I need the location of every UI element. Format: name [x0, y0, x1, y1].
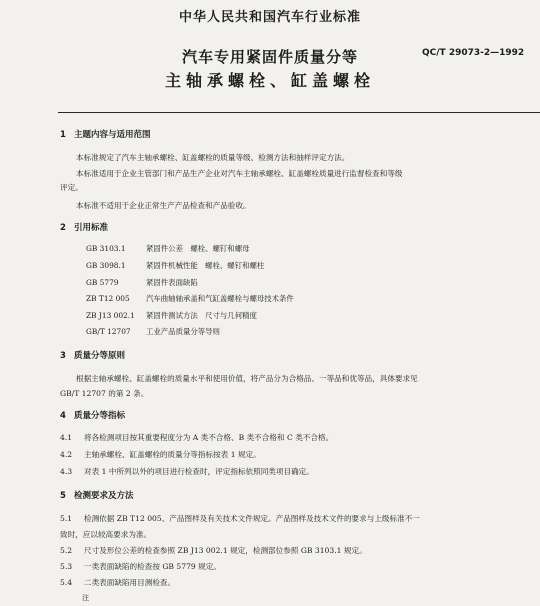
section-2-heading: [60, 221, 108, 233]
section-5-heading: [60, 489, 134, 501]
note-label: 注: [82, 594, 89, 602]
section-title: 检测要求及方法: [74, 491, 134, 501]
section-title: 质量分等指标: [74, 411, 126, 421]
clause-item: [60, 545, 367, 556]
section-number: 4: [60, 411, 66, 421]
clause-number: 4.3: [60, 467, 73, 476]
clause-item: [60, 449, 261, 460]
reference-item: [86, 243, 249, 254]
reference-item: [86, 260, 264, 271]
clause-number: 5.2: [60, 546, 73, 555]
reference-title: 紧固件公差 螺栓、螺钉和螺母: [146, 244, 250, 253]
section-3-heading: [60, 349, 125, 361]
reference-item: [86, 277, 198, 288]
reference-title: 紧固件机械性能 螺栓、螺钉和螺柱: [146, 261, 265, 270]
reference-code: GB/T 12707: [86, 327, 131, 336]
clause-text: 主轴承螺栓、缸盖螺栓的质量分等指标按表 1 规定。: [84, 450, 261, 459]
section-number: 5: [60, 491, 66, 501]
clause-text: 二类表面缺陷用目测检查。: [84, 578, 176, 587]
clause-item: [60, 577, 175, 588]
paragraph: 本标准规定了汽车主轴承螺栓、缸盖螺栓的质量等级、检测方法和抽样评定方法。: [76, 153, 350, 162]
org-title: 中华人民共和国汽车行业标准: [178, 10, 361, 25]
clause-number: 5.1: [60, 514, 73, 523]
clause-text: 对表 1 中所列以外的项目进行检查时，评定指标依照同类项目确定。: [84, 467, 314, 476]
clause-number: 4.2: [60, 450, 73, 459]
reference-code: GB 5779: [86, 278, 119, 287]
section-title: 引用标准: [74, 223, 109, 233]
reference-code: GB 3098.1: [86, 261, 126, 270]
reference-code: ZB J13 002.1: [86, 311, 135, 320]
section-1-heading: [60, 128, 151, 140]
document-subtitle: 主轴承螺栓、缸盖螺栓: [164, 71, 375, 90]
clause-text: 将各检测项目按其重要程度分为 A 类不合格、B 类不合格和 C 类不合格。: [84, 433, 334, 442]
section-number: 3: [60, 351, 66, 361]
clause-number: 4.1: [60, 433, 73, 442]
clause-text: 检测依据 ZB T12 005、产品图样及有关技术文件规定。产品图样及技术文件的要求与上级标准不一: [84, 514, 420, 523]
section-title: 质量分等原则: [74, 351, 126, 361]
paragraph: 本标准适用于企业主管部门和产品生产企业对汽车主轴承螺栓、缸盖螺栓质量进行监督检查和等级: [76, 169, 403, 178]
reference-item: [86, 310, 257, 321]
reference-title: 紧固件测试方法 尺寸与几何精度: [146, 311, 257, 320]
clause-item: [60, 432, 333, 443]
section-4-heading: [60, 409, 125, 421]
paragraph: 本标准不适用于企业正常生产产品检查和产品验收。: [76, 201, 251, 210]
paragraph: 致时，应以较高要求为准。: [60, 530, 152, 539]
reference-item: [86, 293, 294, 304]
paragraph: 根据主轴承螺栓、缸盖螺栓的质量水平和使用价值，将产品分为合格品、一等品和优等品，具体要求见: [76, 374, 418, 383]
section-number: 1: [60, 130, 66, 140]
reference-title: 紧固件表面缺陷: [146, 278, 198, 287]
reference-title: 汽车曲轴轴承盖和气缸盖螺栓与螺母技术条件: [146, 294, 294, 303]
reference-item: [86, 326, 220, 337]
document-title: 汽车专用紧固件质量分等: [181, 48, 358, 66]
section-title: 主题内容与适用范围: [74, 130, 151, 140]
section-number: 2: [60, 223, 66, 233]
paragraph: 评定。: [60, 183, 83, 192]
header-divider: [58, 112, 540, 113]
clause-number: 5.4: [60, 578, 73, 587]
reference-code: GB 3103.1: [86, 244, 126, 253]
clause-text: 一类表面缺陷的检查按 GB 5779 规定。: [84, 562, 221, 571]
reference-title: 工业产品质量分等导则: [146, 327, 220, 336]
reference-code: ZB T12 005: [86, 294, 130, 303]
clause-number: 5.3: [60, 562, 73, 571]
clause-item: [60, 466, 314, 477]
clause-item: [60, 561, 221, 572]
standard-code: QC/T 29073-2—1992: [422, 48, 525, 58]
clause-text: 尺寸及形位公差的检查参照 ZB J13 002.1 规定，检测部位参照 GB 3103.1 规定。: [84, 546, 367, 555]
clause-item: [60, 513, 420, 524]
paragraph: GB/T 12707 的第 2 条。: [60, 389, 149, 398]
